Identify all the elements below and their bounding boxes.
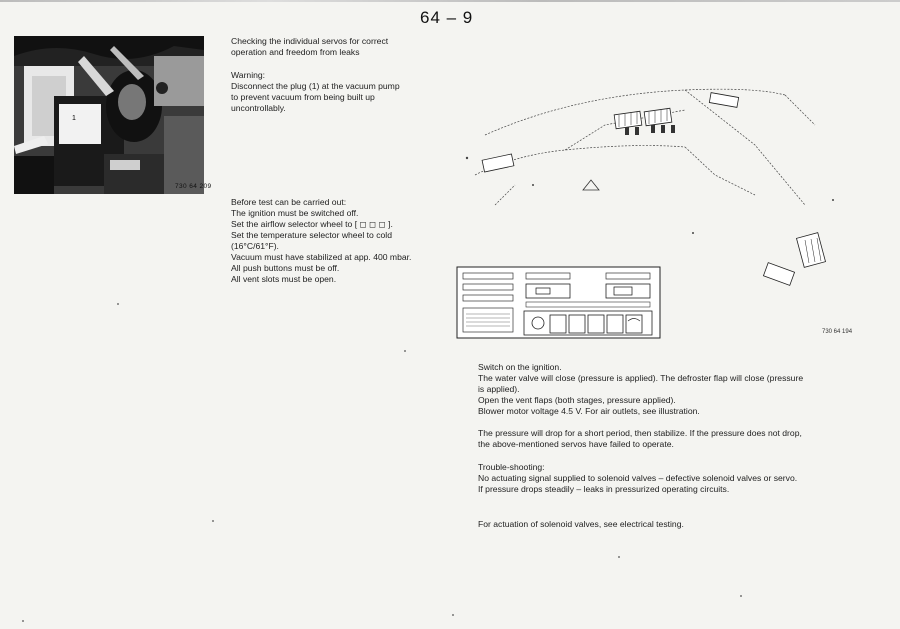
- before-test-line: Vacuum must have stabilized at app. 400 mbar.: [231, 252, 412, 262]
- page-number: 64 – 9: [420, 8, 474, 27]
- dashboard-air-outlets-illustration: [455, 55, 845, 295]
- pressure-note-line: the above-mentioned servos have failed to operate.: [478, 439, 674, 449]
- scan-speck: [740, 595, 742, 597]
- before-test-line: The ignition must be switched off.: [231, 208, 359, 218]
- procedure-line: Blower motor voltage 4.5 V. For air outlets, see illustration.: [478, 406, 700, 416]
- dash-illustration-code: 730 64 194: [822, 329, 853, 335]
- procedure-line: The water valve will close (pressure is applied). The defroster flap will close (pressure: [478, 373, 804, 383]
- scan-speck: [618, 556, 620, 558]
- photo-reference-code: 730 64 209: [175, 183, 212, 190]
- intro-line: operation and freedom from leaks: [231, 47, 360, 57]
- page-top-rule: [0, 0, 900, 2]
- heater-control-panel-illustration: [456, 266, 661, 339]
- scan-speck: [452, 614, 454, 616]
- before-test-line: All push buttons must be off.: [231, 263, 340, 273]
- pressure-note-line: The pressure will drop for a short period, then stabilize. If the pressure does not drop,: [478, 428, 802, 438]
- warning-block: [231, 70, 400, 114]
- troubleshooting-block: [478, 462, 797, 495]
- warning-line: uncontrollably.: [231, 103, 286, 113]
- intro-text: [231, 36, 388, 58]
- before-test-line: Set the temperature selector wheel to cold: [231, 230, 392, 240]
- warning-line: to prevent vacuum from being built up: [231, 92, 375, 102]
- footer-note: For actuation of solenoid valves, see electrical testing.: [478, 519, 684, 529]
- svg-text:1: 1: [72, 115, 76, 122]
- warning-line: Disconnect the plug (1) at the vacuum pump: [231, 81, 400, 91]
- procedure-block: [478, 362, 803, 417]
- troubleshooting-line: No actuating signal supplied to solenoid valves – defective solenoid valves or servo.: [478, 473, 798, 483]
- vacuum-pump-photo: [14, 36, 204, 194]
- intro-line: Checking the individual servos for correct: [231, 36, 389, 46]
- before-test-line: Before test can be carried out:: [231, 197, 347, 207]
- scan-speck: [404, 350, 406, 352]
- before-test-line: (16°C/61°F).: [231, 241, 279, 251]
- before-test-line: All vent slots must be open.: [231, 274, 337, 284]
- warning-title: Warning:: [231, 70, 266, 80]
- before-test-block: [231, 197, 411, 285]
- troubleshooting-title: Trouble-shooting:: [478, 462, 545, 472]
- scan-speck: [212, 520, 214, 522]
- scan-speck: [22, 620, 24, 622]
- pressure-note-block: [478, 428, 802, 450]
- procedure-line: is applied).: [478, 384, 520, 394]
- procedure-line: Open the vent flaps (both stages, pressure applied).: [478, 395, 676, 405]
- troubleshooting-line: If pressure drops steadily – leaks in pressurized operating circuits.: [478, 484, 730, 494]
- before-test-line: Set the airflow selector wheel to [ ◻ ◻ ◻ ].: [231, 219, 393, 229]
- scan-speck: [117, 303, 119, 305]
- procedure-line: Switch on the ignition.: [478, 362, 562, 372]
